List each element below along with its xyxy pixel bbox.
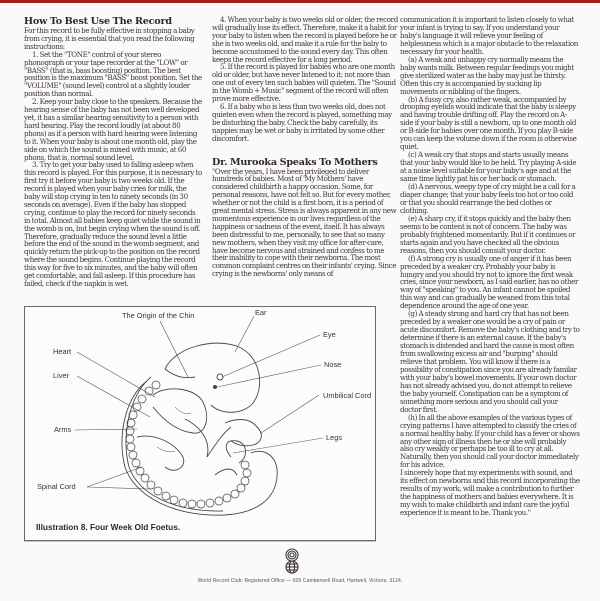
intro-paragraph: For this record to be fully effective in stopping a baby from crying, it is essential that you read the following instructions: bbox=[24, 26, 195, 51]
world-record-club-logo-icon bbox=[282, 548, 302, 574]
top-red-border bbox=[0, 0, 600, 3]
instruction-step: 6. If a baby who is less than two weeks old, does not quieten even when the record is played, something may be disturbing the baby. Check the baby carefully, its nappies may be wet or baby is irritated by some other discomfort. bbox=[212, 101, 392, 143]
illustration-caption: Illustration 8. Four Week Old Foetus. bbox=[36, 522, 181, 532]
cry-type: (a) A weak and unhappy cry normally means the baby wants milk. Between regular feedings you might give sterilized water as the baby may just be thirsty. Often this cry is accompanied by sucking lip movements or nibbling of the fingers. bbox=[400, 54, 574, 96]
label-ear: Ear bbox=[255, 308, 267, 317]
instruction-step: 5. If the record is played for babies who are one month old or older, but have never listened to it; not more than one out of every ten such babies will quieten. The "Sound in the Womb + Music" segment of the record will often prove more effective. bbox=[212, 62, 396, 104]
cry-type: (f) A strong cry is usually one of anger if it has been preceded by a weaker cry. Probably your baby is hungry and you should try not to ignore the first weak cries, since your newborn, as I said earlier, has no other way of "speaking" to you. An infant cannot be spoiled this way and can gradually be weaned from this total dependence around the age of one year. bbox=[400, 253, 579, 311]
label-arms: Arms bbox=[54, 425, 72, 434]
column-3 bbox=[400, 16, 580, 517]
foetus-illustration-box bbox=[24, 306, 376, 541]
label-eye: Eye bbox=[323, 330, 336, 339]
cry-type: (e) A sharp cry, if it stops quickly and the baby then seems to be content is not of concern. The baby was probably frightened momentarily. But if it continues or starts again and you have checked all the obvious reasons, then you should consult your doctor. bbox=[400, 213, 576, 255]
label-umbilical-cord: Umbilical Cord bbox=[323, 391, 372, 400]
label-nose: Nose bbox=[324, 360, 342, 369]
column-2 bbox=[212, 16, 398, 278]
murooka-paragraph: "Over the years, I have been privileged to deliver hundreds of babies. Most of 'My Mothers' have considered childbirth a happy occasion. Some, for personal reasons, have not felt so. But for every mother, whether or not the child is a first born, it is a period of great mental stress. Stress is always apparent in any new momentous experience in our lives regardless of the happiness or sadness of the event, itself. It has always been distressful to me, personally, to see that so many new mothers, when they visit my office for after-care, have become nervous and strained and confess to me their inability to cope with their newborns. The most common complaint centres on their infants' crying. Since crying is the newborns' only means of bbox=[212, 166, 397, 279]
closing-paragraph: I sincerely hope that my experiments with sound, and its effect on newborns and this record incorporating the results of my work, will make a contribution to further the happiness of mothers and babies everywhere. It is my wish to make childbirth and infant care the joyful experience it is meant to be. Thank you." bbox=[400, 468, 580, 518]
murooka-paragraph-continued: communication it is important to listen closely to what your infant is trying to say. If you understand your baby's language it will relieve your feeling of helplessness which is a major obstacle to the relaxation necessary for your health. bbox=[400, 15, 579, 56]
instruction-step: 4. When your baby is two weeks old or older, the record will gradually lose its effect. Therefore, make it a habit for your baby to listen when the record is played before he or she is two weeks old, and make it a rule for the baby to become accustomed to the sound every day. This often keeps the record effective for a long period. bbox=[212, 15, 398, 64]
cry-type: (d) A nervous, weepy type of cry might be a call for a diaper change; that your baby feels too hot or too cold or that you should rearrange the bed clothes or clothing. bbox=[400, 182, 576, 215]
cry-type: (b) A fussy cry, also rather weak, accompanied by drooping eyelids would indicate that the baby is sleepy and having trouble drifting off. Play the record on A-side if your baby is still a newborn, up to one month old or B-side for babies over one month. If you play B-side you can keep the volume down if the room is otherwise quiet. bbox=[400, 94, 577, 152]
cry-type: (c) A weak cry that stops and starts usually means that your baby would like to be held. Try playing A-side at a noise level suitable for your baby's age and at the same time lightly pat his or her back or stomach. bbox=[400, 150, 577, 184]
label-heart: Heart bbox=[53, 347, 72, 356]
label-legs: Legs bbox=[326, 433, 343, 442]
foetus-drawing bbox=[25, 307, 375, 540]
section-title-dr-murooka: Dr. Murooka Speaks To Mothers bbox=[212, 156, 378, 168]
label-spinal-cord: Spinal Cord bbox=[37, 482, 76, 491]
instruction-step: 2. Keep your baby close to the speakers. Because the hearing sense of the baby has not been well developed yet, it has a similar hearing sensitivity to a person with hard hearing. Play the record loudly (at about 80 phons) as if a person with hard hearing were listening to it. When your baby is about one month old, play the side on which the sound is mixed with music, at 60 phons, that is, normal sound level. bbox=[24, 97, 202, 162]
cry-type: (g) A steady strong and hard cry that has not been preceded by a weaker one would be a cry of pain or acute discomfort. Remove the baby's clothing and try to determine if there is an external cause. If the baby's stomach is distended and hard the cause is most often from swallowing excess air and "burping" should relieve that problem. You will know if there is a possibility of constipation since you are already familar with your baby's bowel movements. If your own doctor has not already advised you, do not attempt to relieve the baby yourself. Constipation can be a symptom of something more serious and you should call your doctor first. bbox=[400, 309, 580, 414]
cry-type: (h) In all the above examples of the various types of crying patterns I have attempted to classify the cries of a normal healthy baby. If your child has a fever or shows any other sign of illness then he or she will probably also cry weakly or perhaps be too ill to cry at all. Naturally, then you should call your doctor immediately for his advice. bbox=[400, 412, 580, 470]
label-liver: Liver bbox=[53, 371, 70, 380]
column-1 bbox=[24, 16, 202, 288]
instruction-step: 1. Set the "TONE" control of your stereo phonograph or your tape recorder at the "LOW" or "BASS" (that is, bass boosting) position. The best position is the maximum "BASS" boost position. Set the "VOLUME" (sound level) control at a slightly louder position than normal. bbox=[24, 49, 202, 99]
instruction-step: 3. Try to get your baby used to falling asleep when this record is played. For this purpose, it is necessary to first try it before your baby is two weeks old. If the record is played when your baby cries for milk, the baby will stop crying in ten to ninety seconds (in 30 seconds on average). Even if the baby has stopped crying, continue to play the record for ninety seconds in total. Almost all babies keep quiet while the sound in the womb is on, but begin crying when the sound is off. Therefore, gradually reduce the sound level a little before the end of the sound in the womb segment, and quickly return the pick-up to the position on the record where the sound begins. Continue playing the record this way for five to six minutes, and the baby will often get comfortable, and fall asleep. If this procedure has failed, check if the napkin is wet. bbox=[24, 160, 202, 288]
section-title-how-to-use: How To Best Use The Record bbox=[24, 16, 172, 27]
label-origin-of-chin: The Origin of the Chin bbox=[122, 311, 195, 320]
footer-address: World Record Club: Registered Office — 605 Camberwell Road, Hartwell, Victoria. 3124. bbox=[197, 578, 403, 584]
